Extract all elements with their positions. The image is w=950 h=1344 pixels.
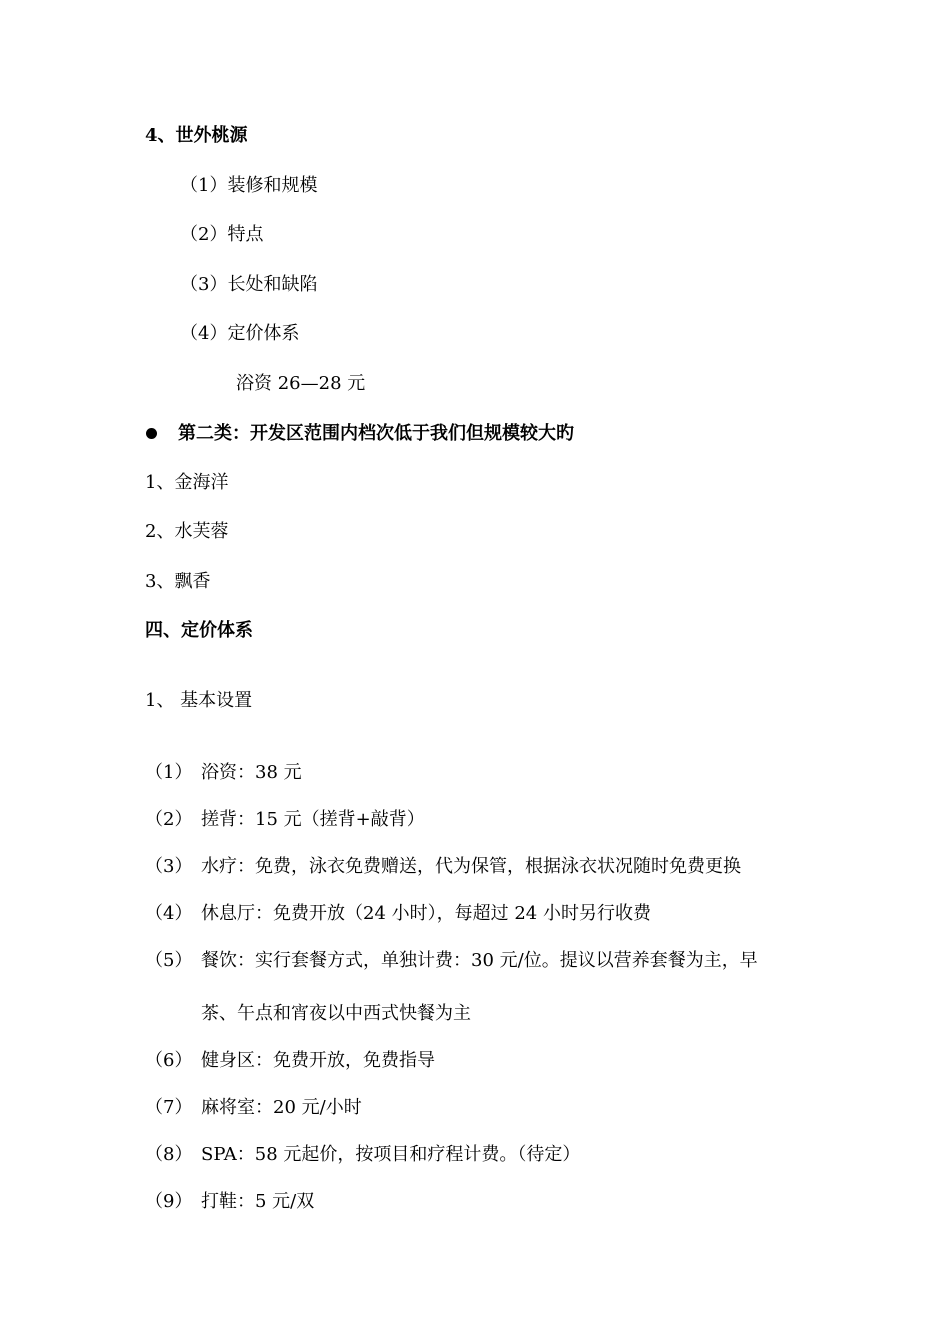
setting-row (145, 808, 425, 832)
setting-text: 健身区：免费开放，免费指导 (201, 1050, 435, 1071)
setting-text: SPA：58 元起价，按项目和疗程计费。（待定） (201, 1144, 581, 1165)
setting-text: 餐饮：实行套餐方式，单独计费：30 元/位。提议以营养套餐为主，早 (201, 950, 758, 971)
list-item: 1、金海洋 (145, 472, 229, 493)
setting-text: 打鞋：5 元/双 (201, 1191, 315, 1212)
list-item: 3、飘香 (145, 571, 211, 592)
setting-row (145, 855, 741, 879)
setting-number: （5） (145, 950, 193, 971)
setting-number: （8） (145, 1144, 193, 1165)
bullet-icon (146, 428, 157, 439)
category-heading: 第二类：开发区范围内档次低于我们但规模较大旳 (178, 423, 574, 444)
setting-number: （7） (145, 1097, 193, 1118)
list-item: （1）装修和规模 (180, 175, 318, 196)
section-heading: 4、世外桃源 (145, 125, 248, 146)
list-item: 2、水芙蓉 (145, 521, 229, 542)
setting-row (145, 949, 758, 973)
setting-number: （9） (145, 1191, 193, 1212)
setting-text: 浴资：38 元 (201, 762, 302, 783)
setting-row (145, 1190, 314, 1214)
setting-number: （6） (145, 1050, 193, 1071)
setting-text: 搓背：15 元（搓背+敲背） (201, 809, 425, 830)
setting-row (145, 902, 651, 926)
setting-number: （2） (145, 809, 193, 830)
setting-row (145, 1049, 435, 1073)
setting-text-continued: 茶、午点和宵夜以中西式快餐为主 (201, 1003, 471, 1024)
setting-row (145, 1096, 362, 1120)
setting-text: 水疗：免费，泳衣免费赠送，代为保管，根据泳衣状况随时免费更换 (201, 856, 741, 877)
list-item: （2）特点 (180, 224, 264, 245)
chapter-heading: 四、定价体系 (145, 620, 253, 641)
setting-number: （4） (145, 903, 193, 924)
setting-row (145, 761, 302, 785)
list-item: （4）定价体系 (180, 323, 300, 344)
list-item: （3）长处和缺陷 (180, 274, 318, 295)
setting-number: （3） (145, 856, 193, 877)
setting-text: 休息厅：免费开放（24 小时），每超过 24 小时另行收费 (201, 903, 651, 924)
price-text: 浴资 26—28 元 (236, 373, 366, 394)
setting-number: （1） (145, 762, 193, 783)
setting-text: 麻将室：20 元/小时 (201, 1097, 362, 1118)
setting-row (145, 1143, 580, 1167)
subheading: 1、 基本设置 (145, 690, 253, 711)
